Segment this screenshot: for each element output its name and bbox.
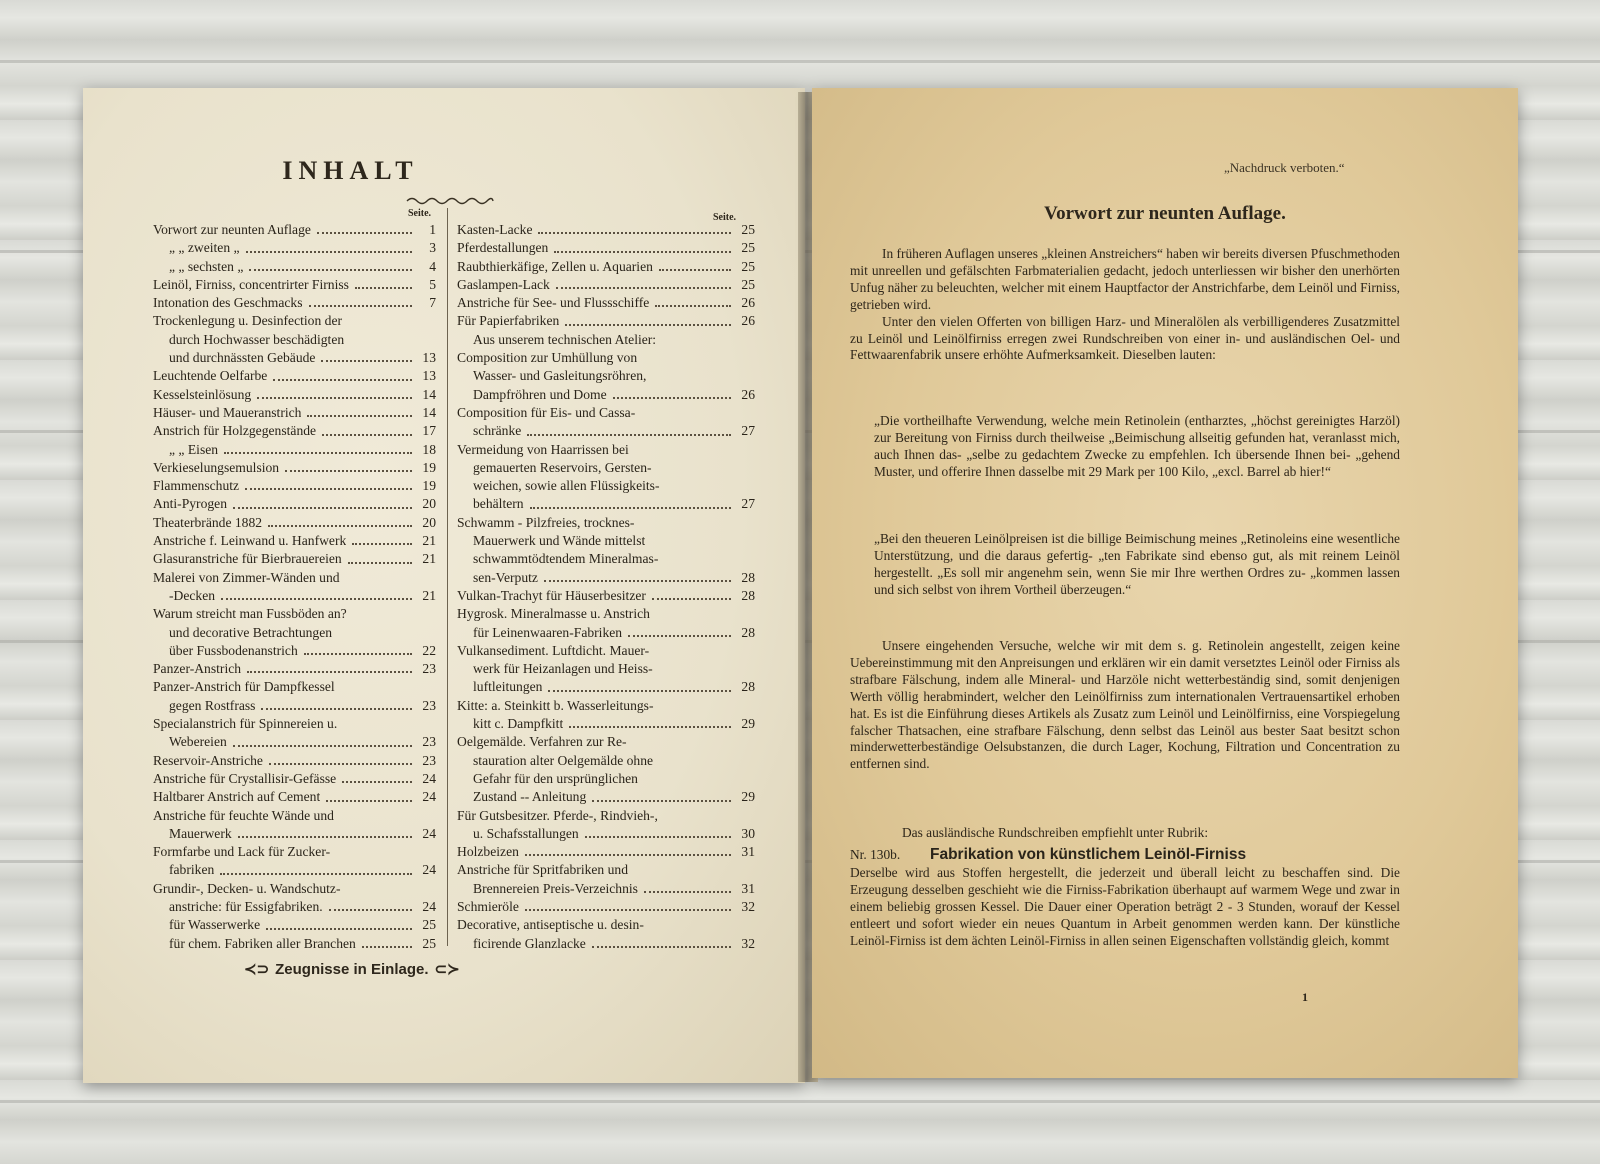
toc-entry-title: Vermeidung von Haarrissen bei [457,441,629,457]
toc-entry-title: durch Hochwasser beschädigten [169,331,345,347]
toc-entry-title: Brennereien Preis-Verzeichnis [473,880,638,896]
toc-entry-title: Dampfröhren und Dome [473,386,607,402]
preface-paragraph-block [850,865,1400,950]
toc-dot-leader [269,763,412,765]
toc-entry [457,843,755,861]
toc-entry-title: Oelgemälde. Verfahren zur Re- [457,734,627,750]
toc-entry-title: anstriche: für Essigfabriken. [169,898,323,914]
toc-entry [153,898,436,916]
toc-entry [153,258,436,276]
table-plank-gap [0,1100,1600,1103]
toc-entry-title: Flammenschutz [153,478,240,494]
toc-entry-page: 5 [429,276,436,292]
toc-entry-title: Anstriche für Crystallisir-Gefässe [153,770,337,786]
toc-entry [457,349,755,367]
toc-entry [457,367,755,385]
toc-dot-leader [224,452,412,454]
toc-entry [457,916,755,934]
toc-entry [457,550,755,568]
toc-entry-title: über Fussbodenanstrich [169,642,298,658]
toc-entry [153,624,436,642]
column-divider [447,208,448,946]
toc-dot-leader [249,269,412,271]
toc-entry [153,312,436,330]
toc-entry [153,331,436,349]
toc-entry [457,441,755,459]
toc-entry-title: -Decken [169,587,216,603]
toc-entry-title: Reservoir-Anstriche [153,752,263,768]
toc-entry-page: 28 [741,569,755,585]
toc-entry [153,294,436,312]
toc-dot-leader [527,434,731,436]
toc-dot-leader [525,854,731,856]
toc-entry [153,752,436,770]
toc-entry-title: Zustand -- Anleitung [473,789,587,805]
toc-entry-title: luftleitungen [473,679,543,695]
toc-entry-title: Specialanstrich für Spinnereien u. [153,716,338,732]
toc-entry-title: Anstriche für Spritfabriken und [457,862,629,878]
toc-dot-leader [585,836,731,838]
quote-block [874,413,1400,481]
toc-entry-page: 30 [741,825,755,841]
toc-entry-page: 23 [422,734,436,750]
toc-dot-leader [322,434,412,436]
toc-dot-leader [233,745,412,747]
toc-entry-title: u. Schafsstallungen [473,825,579,841]
toc-entry-page: 26 [741,295,755,311]
toc-entry-title: Gaslampen-Lack [457,276,550,292]
toc-dot-leader [268,525,412,527]
toc-entry-page: 31 [741,844,755,860]
product-title: Fabrikation von künstlichem Leinöl-Firniss [930,846,1247,863]
toc-entry [457,605,755,623]
toc-entry-title: gegen Rostfrass [169,697,256,713]
toc-dot-leader [261,708,412,710]
toc-entry-title: „ „ zweiten „ [169,240,240,256]
toc-entry [457,935,755,953]
toc-entry-title: Grundir-, Decken- u. Wandschutz- [153,880,341,896]
toc-entry-title: Raubthierkäfige, Zellen u. Aquarien [457,258,653,274]
toc-entry [153,386,436,404]
toc-entry-title: Kesselsteinlösung [153,386,252,402]
toc-entry [457,276,755,294]
toc-entry-page: 27 [741,496,755,512]
toc-entry [457,386,755,404]
toc-entry [153,276,436,294]
toc-right-column [457,221,755,953]
toc-entry [457,697,755,715]
toc-entry-page: 19 [422,478,436,494]
toc-entry-page: 14 [422,386,436,402]
toc-entry-title: Glasuranstriche für Bierbrauereien [153,551,342,567]
toc-entry-title: und decorative Betrachtungen [169,624,333,640]
toc-entry [457,752,755,770]
footer-note-text: Zeugnisse in Einlage. [275,961,429,978]
toc-dot-leader [309,305,413,307]
rubrik-text: Das ausländische Rundschreiben empfiehlt unter Rubrik: [902,825,1209,840]
toc-entry [457,642,755,660]
toc-entry [153,935,436,953]
toc-entry-page: 13 [422,368,436,384]
toc-entry [153,880,436,898]
toc-entry [457,678,755,696]
toc-dot-leader [538,232,731,234]
toc-entry-title: Theaterbrände 1882 [153,514,263,530]
toc-entry-title: Malerei von Zimmer-Wänden und [153,569,340,585]
toc-entry [153,459,436,477]
toc-entry-title: werk für Heizanlagen und Heiss- [473,661,653,677]
toc-entry-title: Haltbarer Anstrich auf Cement [153,789,321,805]
toc-entry-page: 31 [741,880,755,896]
toc-entry [153,221,436,239]
toc-entry [457,495,755,513]
toc-entry [457,624,755,642]
toc-entry-page: 24 [422,770,436,786]
toc-dot-leader [257,397,412,399]
toc-left-column [153,221,436,953]
toc-entry-page: 13 [422,350,436,366]
toc-entry [457,221,755,239]
toc-entry-title: Leuchtende Oelfarbe [153,368,268,384]
toc-entry [153,495,436,513]
toc-dot-leader [355,287,412,289]
toc-dot-leader [266,928,412,930]
toc-entry-page: 21 [422,533,436,549]
toc-entry [457,514,755,532]
toc-dot-leader [285,470,412,472]
toc-entry [153,916,436,934]
toc-entry-title: Composition für Eis- und Cassa- [457,404,636,420]
toc-entry-title: behältern [473,496,524,512]
toc-entry-title: ficirende Glanzlacke [473,935,586,951]
toc-entry [153,367,436,385]
toc-entry-title: Hygrosk. Mineralmasse u. Anstrich [457,606,650,622]
toc-entry-title: Warum streicht man Fussböden an? [153,606,347,622]
toc-entry-page: 25 [741,258,755,274]
toc-entry-page: 21 [422,587,436,603]
toc-entry [457,587,755,605]
toc-dot-leader [592,800,731,802]
right-page-preface [812,88,1518,1078]
toc-entry [153,441,436,459]
product-heading [850,846,1405,864]
toc-entry-title: Schmieröle [457,898,519,914]
toc-entry-title: Wasser- und Gasleitungsröhren, [473,368,647,384]
toc-entry-title: Trockenlegung u. Desinfection der [153,313,343,329]
toc-entry-page: 1 [429,222,436,237]
toc-entry-page: 22 [422,642,436,658]
toc-dot-leader [544,580,731,582]
quote-block [874,531,1400,599]
toc-entry-page: 20 [422,514,436,530]
toc-entry-page: 24 [422,898,436,914]
toc-entry-page: 17 [422,423,436,439]
toc-entry-page: 21 [422,551,436,567]
toc-entry-page: 3 [429,240,436,256]
toc-entry-page: 4 [429,258,436,274]
toc-entry [153,642,436,660]
toc-entry-title: Vorwort zur neunten Auflage [153,222,311,237]
toc-entry-page: 29 [741,789,755,805]
toc-entry-title: Kasten-Lacke [457,222,533,237]
toc-entry-title: „ „ Eisen [169,441,219,457]
toc-entry [457,788,755,806]
toc-entry-page: 23 [422,661,436,677]
toc-entry [153,843,436,861]
toc-entry-title: stauration alter Oelgemälde ohne [473,752,654,768]
toc-dot-leader [659,269,731,271]
toc-entry-page: 20 [422,496,436,512]
toc-entry-page: 19 [422,459,436,475]
toc-entry-title: Leinöl, Firniss, concentrirter Firniss [153,276,349,292]
toc-entry-title: Häuser- und Maueranstrich [153,404,302,420]
toc-entry [457,898,755,916]
toc-entry [457,404,755,422]
toc-entry-title: Holzbeizen [457,844,519,860]
toc-entry-title: Panzer-Anstrich für Dampfkessel [153,679,335,695]
toc-entry [153,422,436,440]
toc-entry [153,569,436,587]
toc-dot-leader [530,507,731,509]
toc-entry-page: 28 [741,624,755,640]
toc-entry-title: Anstriche für See- und Flussschiffe [457,295,650,311]
toc-entry-title: „ „ sechsten „ [169,258,244,274]
seite-label-right: Seite. [713,212,737,223]
toc-dot-leader [655,305,731,307]
toc-entry [457,294,755,312]
toc-entry-title: Gefahr für den ursprünglichen [473,770,638,786]
toc-entry [153,733,436,751]
toc-dot-leader [592,946,731,948]
toc-dot-leader [362,946,412,948]
toc-entry [153,807,436,825]
toc-entry-title: Pferdestallungen [457,240,549,256]
toc-entry-page: 24 [422,789,436,805]
toc-entry-title: fabriken [169,862,215,878]
preface-paragraph-block [850,638,1400,773]
toc-entry-title: Für Papierfabriken [457,313,560,329]
toc-entry-title: Für Gutsbesitzer. Pferde-, Rindvieh-, [457,807,658,823]
toc-entry-title: Mauerwerk [169,825,232,841]
toc-entry [153,770,436,788]
toc-entry-page: 26 [741,386,755,402]
left-ornament-icon: ≺⊃ [244,961,270,978]
toc-entry-page: 25 [741,240,755,256]
toc-entry-title: Anti-Pyrogen [153,496,228,512]
toc-dot-leader [238,836,412,838]
toc-entry [153,605,436,623]
table-plank-gap [0,60,1600,63]
toc-entry [457,569,755,587]
toc-entry [153,678,436,696]
toc-dot-leader [304,653,412,655]
toc-entry-page: 24 [422,862,436,878]
toc-entry-page: 28 [741,587,755,603]
toc-dot-leader [652,598,731,600]
toc-entry-title: Aus unserem technischen Atelier: [473,331,657,347]
preface-title: Vorwort zur neunten Auflage. [1044,203,1286,224]
toc-entry-title: Intonation des Geschmacks [153,295,303,311]
toc-entry [457,331,755,349]
toc-entry [153,715,436,733]
toc-entry [153,697,436,715]
toc-entry-title: Anstriche f. Leinwand u. Hanfwerk [153,533,347,549]
preface-paragraph: In früheren Auflagen unseres „kleinen Anstreichers“ haben wir bereits diversen Pfuschmethoden mit unreellen und gefälschten Farbmaterialien gedacht, jedoch unterliessen wir bisher den unerhörten Unfug näher zu beleuchten, welcher mit einem Hauptfactor der Anstrichfarbe, dem Leinöl und Firniss, getrieben wird. [850,246,1400,312]
toc-entry [457,825,755,843]
toc-entry [457,477,755,495]
toc-entry-title: für Wasserwerke [169,917,261,933]
toc-entry [153,477,436,495]
toc-entry [457,239,755,257]
toc-entry-title: gemauerten Reservoirs, Gersten- [473,459,652,475]
toc-dot-leader [321,360,412,362]
page-number: 1 [1302,990,1308,1004]
toc-entry-page: 32 [741,898,755,914]
toc-dot-leader [245,488,412,490]
toc-entry-title: Formfarbe und Lack für Zucker- [153,844,331,860]
toc-entry-page: 7 [429,295,436,311]
toc-dot-leader [329,909,412,911]
toc-entry-title: schwammtödtendem Mineralmas- [473,551,659,567]
toc-entry [457,422,755,440]
toc-dot-leader [569,726,731,728]
toc-dot-leader [613,397,731,399]
reprint-notice: „Nachdruck verboten.“ [1224,160,1345,175]
toc-entry-page: 28 [741,679,755,695]
toc-entry-title: Anstriche für feuchte Wände und [153,807,334,823]
toc-dot-leader [273,379,412,381]
toc-dot-leader [307,415,412,417]
product-number: Nr. 130b. [850,847,901,862]
toc-entry-title: und durchnässten Gebäude [169,350,316,366]
toc-entry-page: 24 [422,825,436,841]
toc-entry [153,550,436,568]
toc-entry-title: Schwamm - Pilzfreies, trocknes- [457,514,635,530]
toc-entry [457,660,755,678]
toc-entry-page: 25 [422,917,436,933]
toc-dot-leader [348,562,412,564]
right-ornament-icon: ⊂≻ [434,961,460,978]
toc-dot-leader [644,891,731,893]
toc-entry [153,861,436,879]
toc-dot-leader [565,324,731,326]
toc-entry-page: 29 [741,716,755,732]
toc-entry-title: Vulkansediment. Luftdicht. Mauer- [457,642,650,658]
toc-entry-title: Webereien [169,734,227,750]
toc-entry-title: Vulkan-Trachyt für Häuserbesitzer [457,587,646,603]
toc-entry-title: sen-Verputz [473,569,538,585]
toc-entry [153,514,436,532]
toc-dot-leader [221,598,412,600]
toc-dot-leader [247,671,412,673]
toc-dot-leader [317,232,412,234]
toc-entry-title: für chem. Fabriken aller Branchen [169,935,356,951]
toc-dot-leader [352,543,412,545]
preface-paragraph: Derselbe wird aus Stoffen hergestellt, die jederzeit und überall leicht zu beschaffen sind. Die Erzeugung desselben geschieht wie die Firniss-Fabrikation überhaupt auf warmem Wege und zwar in einem beliebig grossen Kessel. Die Dauer einer Operation beträgt 2 - 3 Stunden, worauf der Kessel entleert und sofort wieder ein neues Quantum in Arbeit genommen werden kann. Der künstliche Leinöl-Firniss ist dem ächten Leinöl-Firniss in allen seinen Eigenschaften vollständig gleich, kommt [850,865,1400,948]
toc-entry [153,660,436,678]
toc-entry-title: Decorative, antiseptische u. desin- [457,917,644,933]
footer-note [83,960,805,978]
toc-entry [457,312,755,330]
toc-entry [153,788,436,806]
title-ornament-squiggle [405,196,495,206]
toc-entry [457,880,755,898]
toc-entry-title: Mauerwerk und Wände mittelst [473,533,646,549]
toc-entry [153,239,436,257]
toc-entry-page: 26 [741,313,755,329]
toc-entry [457,861,755,879]
toc-entry-title: Composition zur Umhüllung von [457,350,638,366]
toc-entry [457,715,755,733]
toc-entry-page: 14 [422,404,436,420]
toc-entry-title: Kitte: a. Steinkitt b. Wasserleitungs- [457,697,654,713]
toc-entry [457,532,755,550]
toc-dot-leader [326,800,412,802]
toc-entry-title: Anstrich für Holzgegenstände [153,423,317,439]
toc-entry-page: 25 [741,222,755,237]
quote-text: „Bei den theueren Leinölpreisen ist die billige Beimischung meines „Retinoleins eine wesentliche Unterstützung, und die daraus gefertig- „ten Fabrikate sind ebenso gut, als mit reinem Leinöl hergestellt. „Es soll mir angenehm sein, wenn Sie mir Ihre werthen Ordres zu- „kommen lassen und sich selbst von ihrem Vortheil überzeugen.“ [874,531,1400,597]
toc-entry-page: 23 [422,752,436,768]
preface-paragraph: Unsere eingehenden Versuche, welche wir mit dem s. g. Retinolein angestellt, zeigen keine Uebereinstimmung mit den Anpreisungen und erklären wir ein damit versetztes Leinöl oder Firniss als strafbare Fälschung, indem alle Mineral- und Harzöle nicht wetterbeständig sind, somit denjenigen Werth völlig herabmindert, welcher den Leinölfirniss zum internationalen Vertrauensartikel erhoben hat. Es ist die Einführung dieses Artikels als Zusatz zum Leinöl und Leinölfirniss, eine Vorspiegelung falscher Thatsachen, eine strafbare Fälschung, denn selbst das Leinöl aus bester Saat besitzt schon minderwetterbeständige Oelsubstanzen, die durch Lager, Kochung, Filtration und Concentration zu entfernen sind. [850,638,1400,772]
toc-entry [457,459,755,477]
toc-entry-title: Verkieselungsemulsion [153,459,280,475]
toc-entry [153,404,436,422]
toc-entry-title: kitt c. Dampfkitt [473,716,564,732]
toc-entry [153,349,436,367]
toc-entry-title: Panzer-Anstrich [153,661,242,677]
toc-dot-leader [246,251,412,253]
toc-dot-leader [628,635,731,637]
toc-dot-leader [525,909,731,911]
toc-entry-page: 27 [741,423,755,439]
preface-paragraphs-1-2 [850,246,1400,364]
quote-text: „Die vortheilhafte Verwendung, welche mein Retinolein (entharztes, „höchst gereinigtes Harzöl) zur Bereitung von Firniss durch theilweise „Beimischung allseitig gefunden hat, veranlasst mich, auch Ihnen das- „selbe zu gedachtem Zwecke zu empfehlen. Ich übersende Ihnen bei- „gehend Muster, und offerire Ihnen dasselbe mit 29 Mark per 100 Kilo, „excl. Barrel ab hier!“ [874,413,1400,479]
toc-entry-page: 32 [741,935,755,951]
toc-entry-page: 18 [422,441,436,457]
left-page-contents [83,88,805,1083]
toc-entry [457,258,755,276]
toc-dot-leader [548,690,731,692]
toc-entry-page: 23 [422,697,436,713]
toc-entry-title: weichen, sowie allen Flüssigkeits- [473,478,660,494]
toc-entry-title: schränke [473,423,522,439]
toc-entry [153,532,436,550]
toc-dot-leader [220,873,412,875]
toc-dot-leader [342,781,412,783]
toc-dot-leader [556,287,731,289]
toc-entry [153,825,436,843]
toc-entry [457,770,755,788]
toc-entry [457,733,755,751]
toc-entry [153,587,436,605]
toc-dot-leader [233,507,412,509]
rubrik-line [902,825,1400,842]
preface-paragraph: Unter den vielen Offerten von billigen Harz- und Mineralölen als verbilligenderes Zusatzmittel zu Leinöl und Leinölfirniss erregen zwei Rundschreiben von einer in- und ausländischen Oel- und Fettwaarenfabrik unsere erhöhte Aufmerksamkeit. Dieselben lauten: [850,313,1400,363]
page-title: INHALT [282,156,419,185]
toc-entry-title: für Leinenwaaren-Fabriken [473,624,623,640]
toc-dot-leader [554,251,731,253]
toc-entry-page: 25 [741,276,755,292]
toc-entry [457,807,755,825]
toc-entry-page: 25 [422,935,436,951]
seite-label-left: Seite. [408,208,432,219]
